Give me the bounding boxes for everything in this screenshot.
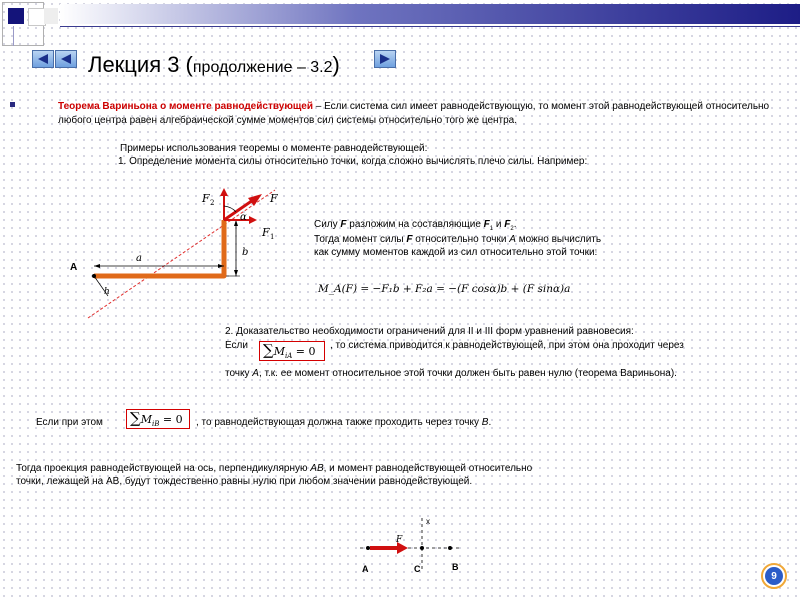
label-B: B bbox=[452, 562, 459, 572]
label-b: b bbox=[242, 247, 249, 258]
label-x: x bbox=[426, 517, 430, 526]
force-F1-head bbox=[249, 216, 257, 224]
forward-button[interactable] bbox=[374, 50, 396, 68]
theorem-text: – Если система сил имеет равнодействующую, то момент этой равнодействующей относительно любого центра равен алгебраической сумме моментов сил системы относительно того же центра. bbox=[58, 101, 770, 126]
moment-diagram bbox=[60, 180, 300, 340]
conclusion-line-1: Тогда проекция равнодействующей на ось, перпендикулярную АВ, и момент равнодействующей относительно bbox=[16, 463, 533, 474]
point-A bbox=[366, 546, 370, 550]
label-C: C bbox=[414, 564, 421, 574]
proof-line-3: точку А, т.к. ее момент относительное этой точки должен быть равен нулю (теорема Вариньона). bbox=[225, 368, 677, 379]
label-F2: F bbox=[202, 192, 210, 205]
moment-equation: M_A(F) = −F₁b + F₂a = −(F cosα)b + (F sinα)a bbox=[318, 283, 571, 295]
sum-moments-B-formula: $\sum M_{iB} = 0$ bbox=[126, 409, 190, 429]
theorem-paragraph bbox=[58, 100, 778, 128]
label-F1: F bbox=[262, 226, 270, 239]
page-number-badge[interactable] bbox=[761, 563, 787, 589]
label-a: a bbox=[136, 253, 142, 264]
if-also-before: Если при этом bbox=[36, 417, 103, 428]
decomp-line-1: Силу F разложим на составляющие $F_1$ и $F_2$. bbox=[314, 219, 517, 232]
sum-moments-A-formula: $\sum M_{iA} = 0$ bbox=[259, 341, 325, 361]
label-A: A bbox=[70, 262, 78, 273]
theorem-name: Теорема Вариньона о моменте равнодействующей bbox=[58, 101, 313, 112]
label-A: A bbox=[362, 564, 369, 574]
header-left-rule bbox=[13, 26, 14, 46]
corner-square-grey bbox=[44, 8, 58, 24]
label-F2-sub: 2 bbox=[210, 199, 215, 207]
proof-line-1: 2. Доказательство необходимости ограничений для II и III форм уравнений равновесия: bbox=[225, 326, 634, 337]
bullet bbox=[10, 102, 15, 107]
label-alpha: α bbox=[240, 212, 247, 223]
force-F-head bbox=[248, 194, 262, 206]
conclusion-line-2: точки, лежащей на АВ, будут тождественно равны нулю при любом значении равнодействующей. bbox=[16, 476, 473, 487]
angle-arc bbox=[224, 206, 236, 212]
page-number: 9 bbox=[765, 567, 783, 585]
triangle-left-icon bbox=[59, 53, 73, 65]
proof-if: Если bbox=[225, 340, 248, 351]
label-F: F bbox=[270, 192, 278, 205]
decomp-line-3: как сумму моментов каждой из сил относительно этой точки: bbox=[314, 247, 598, 258]
if-also-after: , то равнодействующая должна также проходить через точку В. bbox=[196, 417, 492, 428]
label-F: F bbox=[396, 535, 403, 545]
examples-heading: Примеры использования теоремы о моменте равнодействующей: bbox=[120, 143, 428, 154]
page-title: Лекция 3 (продолжение – 3.2) bbox=[88, 52, 340, 77]
triangle-left-icon bbox=[36, 53, 50, 65]
back-alt-button[interactable] bbox=[55, 50, 77, 68]
bent-beam bbox=[94, 220, 224, 276]
label-h: h bbox=[104, 287, 110, 297]
example-item-1: 1. Определение момента силы относительно точки, когда сложно вычислять плечо силы. Например: bbox=[118, 156, 588, 167]
back-button[interactable] bbox=[32, 50, 54, 68]
label-F1-sub: 1 bbox=[270, 233, 275, 241]
force-F2-head bbox=[220, 188, 228, 196]
point-C bbox=[420, 546, 424, 550]
resultant-diagram bbox=[350, 510, 480, 580]
point-B bbox=[448, 546, 452, 550]
header-gradient-bar bbox=[60, 4, 800, 24]
proof-after-formula: , то система приводится к равнодействующей, при этом она проходит через bbox=[330, 340, 684, 351]
dim-a-arrow-left bbox=[94, 264, 100, 268]
triangle-right-icon bbox=[378, 53, 392, 65]
corner-square-dark bbox=[8, 8, 24, 24]
decomp-line-2: Тогда момент силы F относительно точки A можно вычислить bbox=[314, 234, 602, 245]
header-rule bbox=[60, 26, 800, 27]
dim-b-arrow-bottom bbox=[234, 270, 238, 276]
